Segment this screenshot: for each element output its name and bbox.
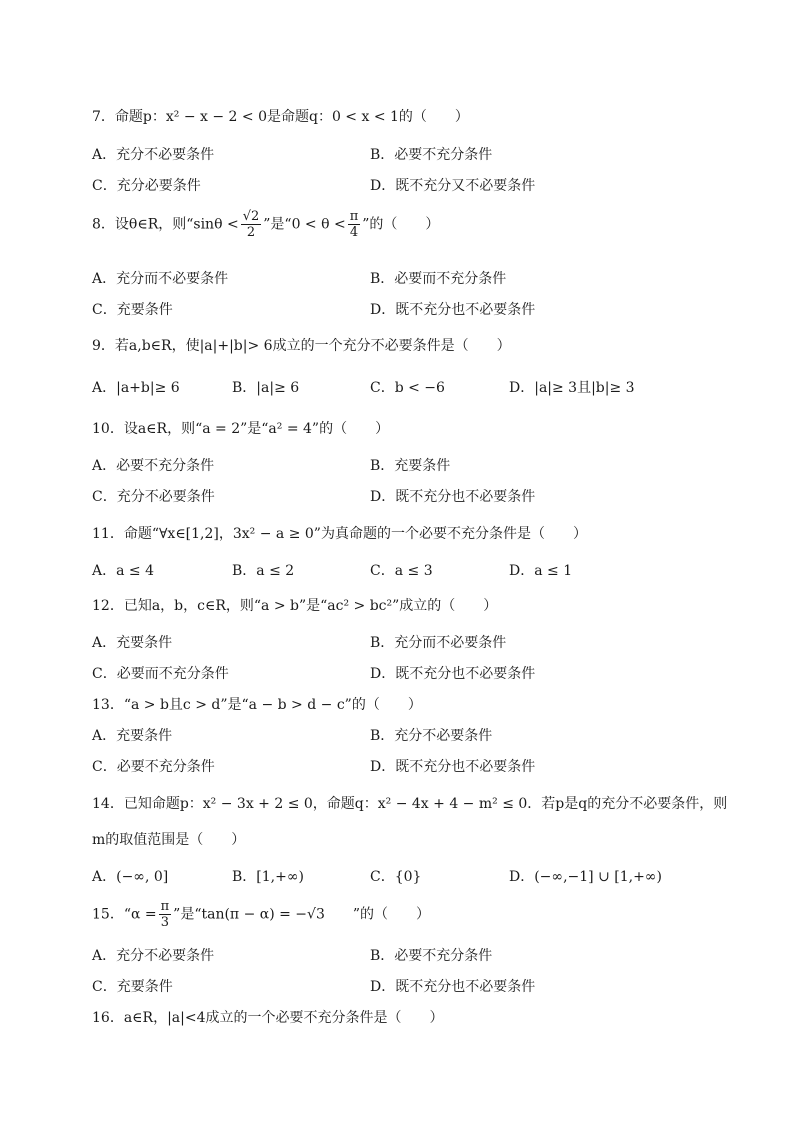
- option-b[interactable]: B．必要不充分条件: [370, 147, 493, 163]
- option-b[interactable]: B．充要条件: [370, 458, 451, 474]
- option-a[interactable]: A．充分不必要条件: [92, 147, 215, 163]
- question-7: 7．命题p：x² − x − 2 < 0是命题q：0 < x < 1的（ ）: [92, 109, 469, 125]
- option-c[interactable]: C．充要条件: [92, 979, 173, 995]
- question-12: 12．已知a，b，c∈R，则“a > b”是“ac² > bc²”成立的（ ）: [92, 598, 498, 614]
- option-b[interactable]: B．充分而不必要条件: [370, 635, 507, 651]
- question-13: 13．“a > b且c > d”是“a − b > d − c”的（ ）: [92, 697, 422, 713]
- question-10: 10．设a∈R，则“a = 2”是“a² = 4”的（ ）: [92, 421, 390, 437]
- question-14-continued: m的取值范围是（ ）: [92, 832, 246, 848]
- option-d[interactable]: D．既不充分也不必要条件: [370, 759, 536, 775]
- question-11: 11．命题“∀x∈[1,2]，3x² − a ≥ 0”为真命题的一个必要不充分条件是（ ）: [92, 526, 587, 542]
- question-14-options: [92, 866, 742, 886]
- option-a[interactable]: A．充分不必要条件: [92, 948, 215, 964]
- option-d[interactable]: D．(−∞,−1] ∪ [1,+∞): [509, 869, 662, 885]
- question-7-options-2: [92, 175, 742, 195]
- question-8-options-2: [92, 299, 742, 319]
- option-d[interactable]: D．既不充分也不必要条件: [370, 979, 536, 995]
- option-c[interactable]: C．b < −6: [370, 380, 445, 396]
- option-b[interactable]: B．充分不必要条件: [370, 728, 493, 744]
- option-b[interactable]: B．a ≤ 2: [232, 563, 295, 579]
- option-d[interactable]: D．a ≤ 1: [509, 563, 573, 579]
- question-8-options: [92, 268, 742, 288]
- option-a[interactable]: A．(−∞, 0]: [92, 869, 169, 885]
- option-c[interactable]: C．必要而不充分条件: [92, 666, 229, 682]
- option-c[interactable]: C．a ≤ 3: [370, 563, 433, 579]
- option-b[interactable]: B．必要而不充分条件: [370, 271, 507, 287]
- fraction-sqrt2-over-2: $\frac{√2}{2}$: [242, 209, 260, 240]
- option-c[interactable]: C．充要条件: [92, 302, 173, 318]
- question-13-options: [92, 725, 742, 745]
- option-a[interactable]: A．必要不充分条件: [92, 458, 215, 474]
- option-a[interactable]: A．充要条件: [92, 728, 173, 744]
- question-11-options: [92, 560, 742, 580]
- question-9: 9．若a,b∈R，使|a|+|b|> 6成立的一个充分不必要条件是（ ）: [92, 338, 511, 354]
- option-d[interactable]: D．既不充分也不必要条件: [370, 489, 536, 505]
- question-16: 16．a∈R，|a|<4成立的一个必要不充分条件是（ ）: [92, 1010, 444, 1026]
- question-10-options: [92, 455, 742, 475]
- option-a[interactable]: A．a ≤ 4: [92, 563, 154, 579]
- question-10-options-2: [92, 486, 742, 506]
- question-7-options: [92, 144, 742, 164]
- option-c[interactable]: C．充分必要条件: [92, 178, 201, 194]
- question-13-options-2: [92, 756, 742, 776]
- question-15-options-2: [92, 976, 742, 996]
- option-d[interactable]: D．既不充分也不必要条件: [370, 666, 536, 682]
- option-b[interactable]: B．必要不充分条件: [370, 948, 493, 964]
- question-12-options-2: [92, 663, 742, 683]
- option-a[interactable]: A．充分而不必要条件: [92, 271, 229, 287]
- fraction-pi-over-4: $\frac{\pi}{4}$: [349, 209, 359, 240]
- option-d[interactable]: D．|a|≥ 3且|b|≥ 3: [509, 380, 635, 396]
- question-8: 8．设θ∈R，则“sinθ < $\frac{√2}{2}$ ”是“0 < θ < $\frac{\pi}{4}$ ”的（ ）: [92, 209, 440, 240]
- question-12-options: [92, 632, 742, 652]
- option-d[interactable]: D．既不充分也不必要条件: [370, 302, 536, 318]
- question-15: 15．“α = $\frac{\pi}{3}$ ”是“tan(π − α) = −√3 ”的（ ）: [92, 899, 431, 930]
- fraction-pi-over-3: $\frac{\pi}{3}$: [160, 899, 170, 930]
- option-b[interactable]: B．|a|≥ 6: [232, 380, 300, 396]
- option-b[interactable]: B．[1,+∞): [232, 869, 304, 885]
- option-c[interactable]: C．充分不必要条件: [92, 489, 215, 505]
- question-14: 14．已知命题p：x² − 3x + 2 ≤ 0，命题q：x² − 4x + 4 − m² ≤ 0．若p是q的充分不必要条件，则: [92, 796, 728, 812]
- option-c[interactable]: C．{0}: [370, 869, 422, 885]
- option-a[interactable]: A．|a+b|≥ 6: [92, 380, 180, 396]
- option-a[interactable]: A．充要条件: [92, 635, 173, 651]
- option-d[interactable]: D．既不充分又不必要条件: [370, 178, 536, 194]
- question-15-options: [92, 945, 742, 965]
- question-9-options: [92, 377, 742, 397]
- option-c[interactable]: C．必要不充分条件: [92, 759, 215, 775]
